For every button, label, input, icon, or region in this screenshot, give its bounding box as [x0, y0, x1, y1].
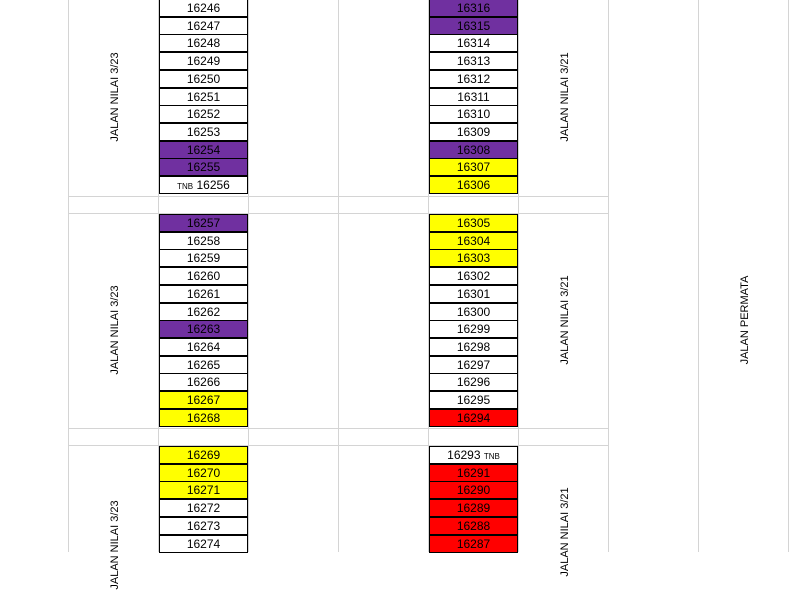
- lot-cell[interactable]: 16272: [159, 499, 248, 517]
- lot-cell[interactable]: 16270: [159, 464, 248, 482]
- lot-cell[interactable]: 16266: [159, 373, 248, 391]
- lot-cell[interactable]: 16271: [159, 481, 248, 499]
- lot-cell[interactable]: 16267: [159, 391, 248, 409]
- tnb-label: TNB: [483, 452, 500, 461]
- grid-line: [518, 0, 519, 552]
- lot-cell[interactable]: 16312: [429, 70, 518, 88]
- lot-cell[interactable]: 16314: [429, 34, 518, 52]
- lot-cell[interactable]: 16273: [159, 517, 248, 535]
- grid-line: [608, 0, 609, 552]
- grid-line: [68, 428, 608, 429]
- lot-cell[interactable]: 16258: [159, 232, 248, 250]
- lot-cell[interactable]: 16298: [429, 338, 518, 356]
- lot-number: 16256: [196, 178, 230, 192]
- lot-cell[interactable]: 16250: [159, 70, 248, 88]
- lot-cell[interactable]: 16274: [159, 535, 248, 553]
- lot-cell[interactable]: 16261: [159, 285, 248, 303]
- lot-cell[interactable]: 16253: [159, 123, 248, 141]
- lot-cell[interactable]: 16306: [429, 176, 518, 194]
- lot-cell[interactable]: 16297: [429, 356, 518, 374]
- lot-cell[interactable]: 16248: [159, 34, 248, 52]
- grid-line: [788, 0, 789, 552]
- street-label-right: JALAN NILAI 3/21: [559, 487, 571, 577]
- lot-cell[interactable]: 16315: [429, 17, 518, 35]
- lot-cell[interactable]: 16307: [429, 158, 518, 176]
- lot-cell[interactable]: 16291: [429, 464, 518, 482]
- lot-cell[interactable]: 16309: [429, 123, 518, 141]
- lot-cell[interactable]: 16300: [429, 303, 518, 321]
- lot-cell[interactable]: 16310: [429, 105, 518, 123]
- grid-line: [68, 196, 608, 197]
- lot-cell[interactable]: 16269: [159, 446, 248, 464]
- lot-cell[interactable]: [429, 446, 518, 464]
- street-label-far-right: JALAN PERMATA: [739, 275, 751, 365]
- lot-cell[interactable]: 16308: [429, 141, 518, 159]
- lot-cell[interactable]: 16268: [159, 409, 248, 427]
- street-label-left: JALAN NILAI 3/23: [109, 285, 121, 375]
- street-label-right: JALAN NILAI 3/21: [559, 52, 571, 142]
- street-label-left: JALAN NILAI 3/23: [109, 500, 121, 590]
- lot-cell[interactable]: 16316: [429, 0, 518, 17]
- grid-line: [338, 0, 339, 552]
- lot-cell[interactable]: 16264: [159, 338, 248, 356]
- lot-cell[interactable]: 16263: [159, 320, 248, 338]
- grid-line: [248, 0, 249, 552]
- lot-number: 16293: [447, 448, 481, 462]
- grid-line: [698, 0, 699, 552]
- lot-cell[interactable]: 16259: [159, 249, 248, 267]
- street-label-right: JALAN NILAI 3/21: [559, 275, 571, 365]
- lot-cell[interactable]: 16296: [429, 373, 518, 391]
- lot-cell[interactable]: 16290: [429, 481, 518, 499]
- street-label-left: JALAN NILAI 3/23: [109, 52, 121, 142]
- grid-line: [68, 445, 608, 446]
- lot-cell[interactable]: 16304: [429, 232, 518, 250]
- tnb-label: TNB: [177, 182, 194, 191]
- lot-cell[interactable]: 16311: [429, 88, 518, 106]
- lot-cell[interactable]: 16260: [159, 267, 248, 285]
- lot-cell[interactable]: 16254: [159, 141, 248, 159]
- lot-cell[interactable]: 16249: [159, 52, 248, 70]
- lot-cell[interactable]: 16257: [159, 214, 248, 232]
- grid-line: [68, 213, 608, 214]
- lot-cell[interactable]: 16301: [429, 285, 518, 303]
- lot-cell[interactable]: 16247: [159, 17, 248, 35]
- lot-cell[interactable]: 16294: [429, 409, 518, 427]
- grid-line: [68, 0, 69, 552]
- lot-cell[interactable]: 16255: [159, 158, 248, 176]
- lot-cell[interactable]: 16252: [159, 105, 248, 123]
- lot-cell[interactable]: 16265: [159, 356, 248, 374]
- lot-cell[interactable]: 16289: [429, 499, 518, 517]
- lot-cell[interactable]: 16288: [429, 517, 518, 535]
- lot-cell[interactable]: 16303: [429, 249, 518, 267]
- lot-cell[interactable]: 16262: [159, 303, 248, 321]
- lot-cell[interactable]: 16251: [159, 88, 248, 106]
- lot-cell[interactable]: [159, 176, 248, 194]
- lot-cell[interactable]: 16299: [429, 320, 518, 338]
- lot-cell[interactable]: 16287: [429, 535, 518, 553]
- lot-cell[interactable]: 16302: [429, 267, 518, 285]
- lot-cell[interactable]: 16295: [429, 391, 518, 409]
- lot-cell[interactable]: 16305: [429, 214, 518, 232]
- lot-cell[interactable]: 16313: [429, 52, 518, 70]
- lot-cell[interactable]: 16246: [159, 0, 248, 17]
